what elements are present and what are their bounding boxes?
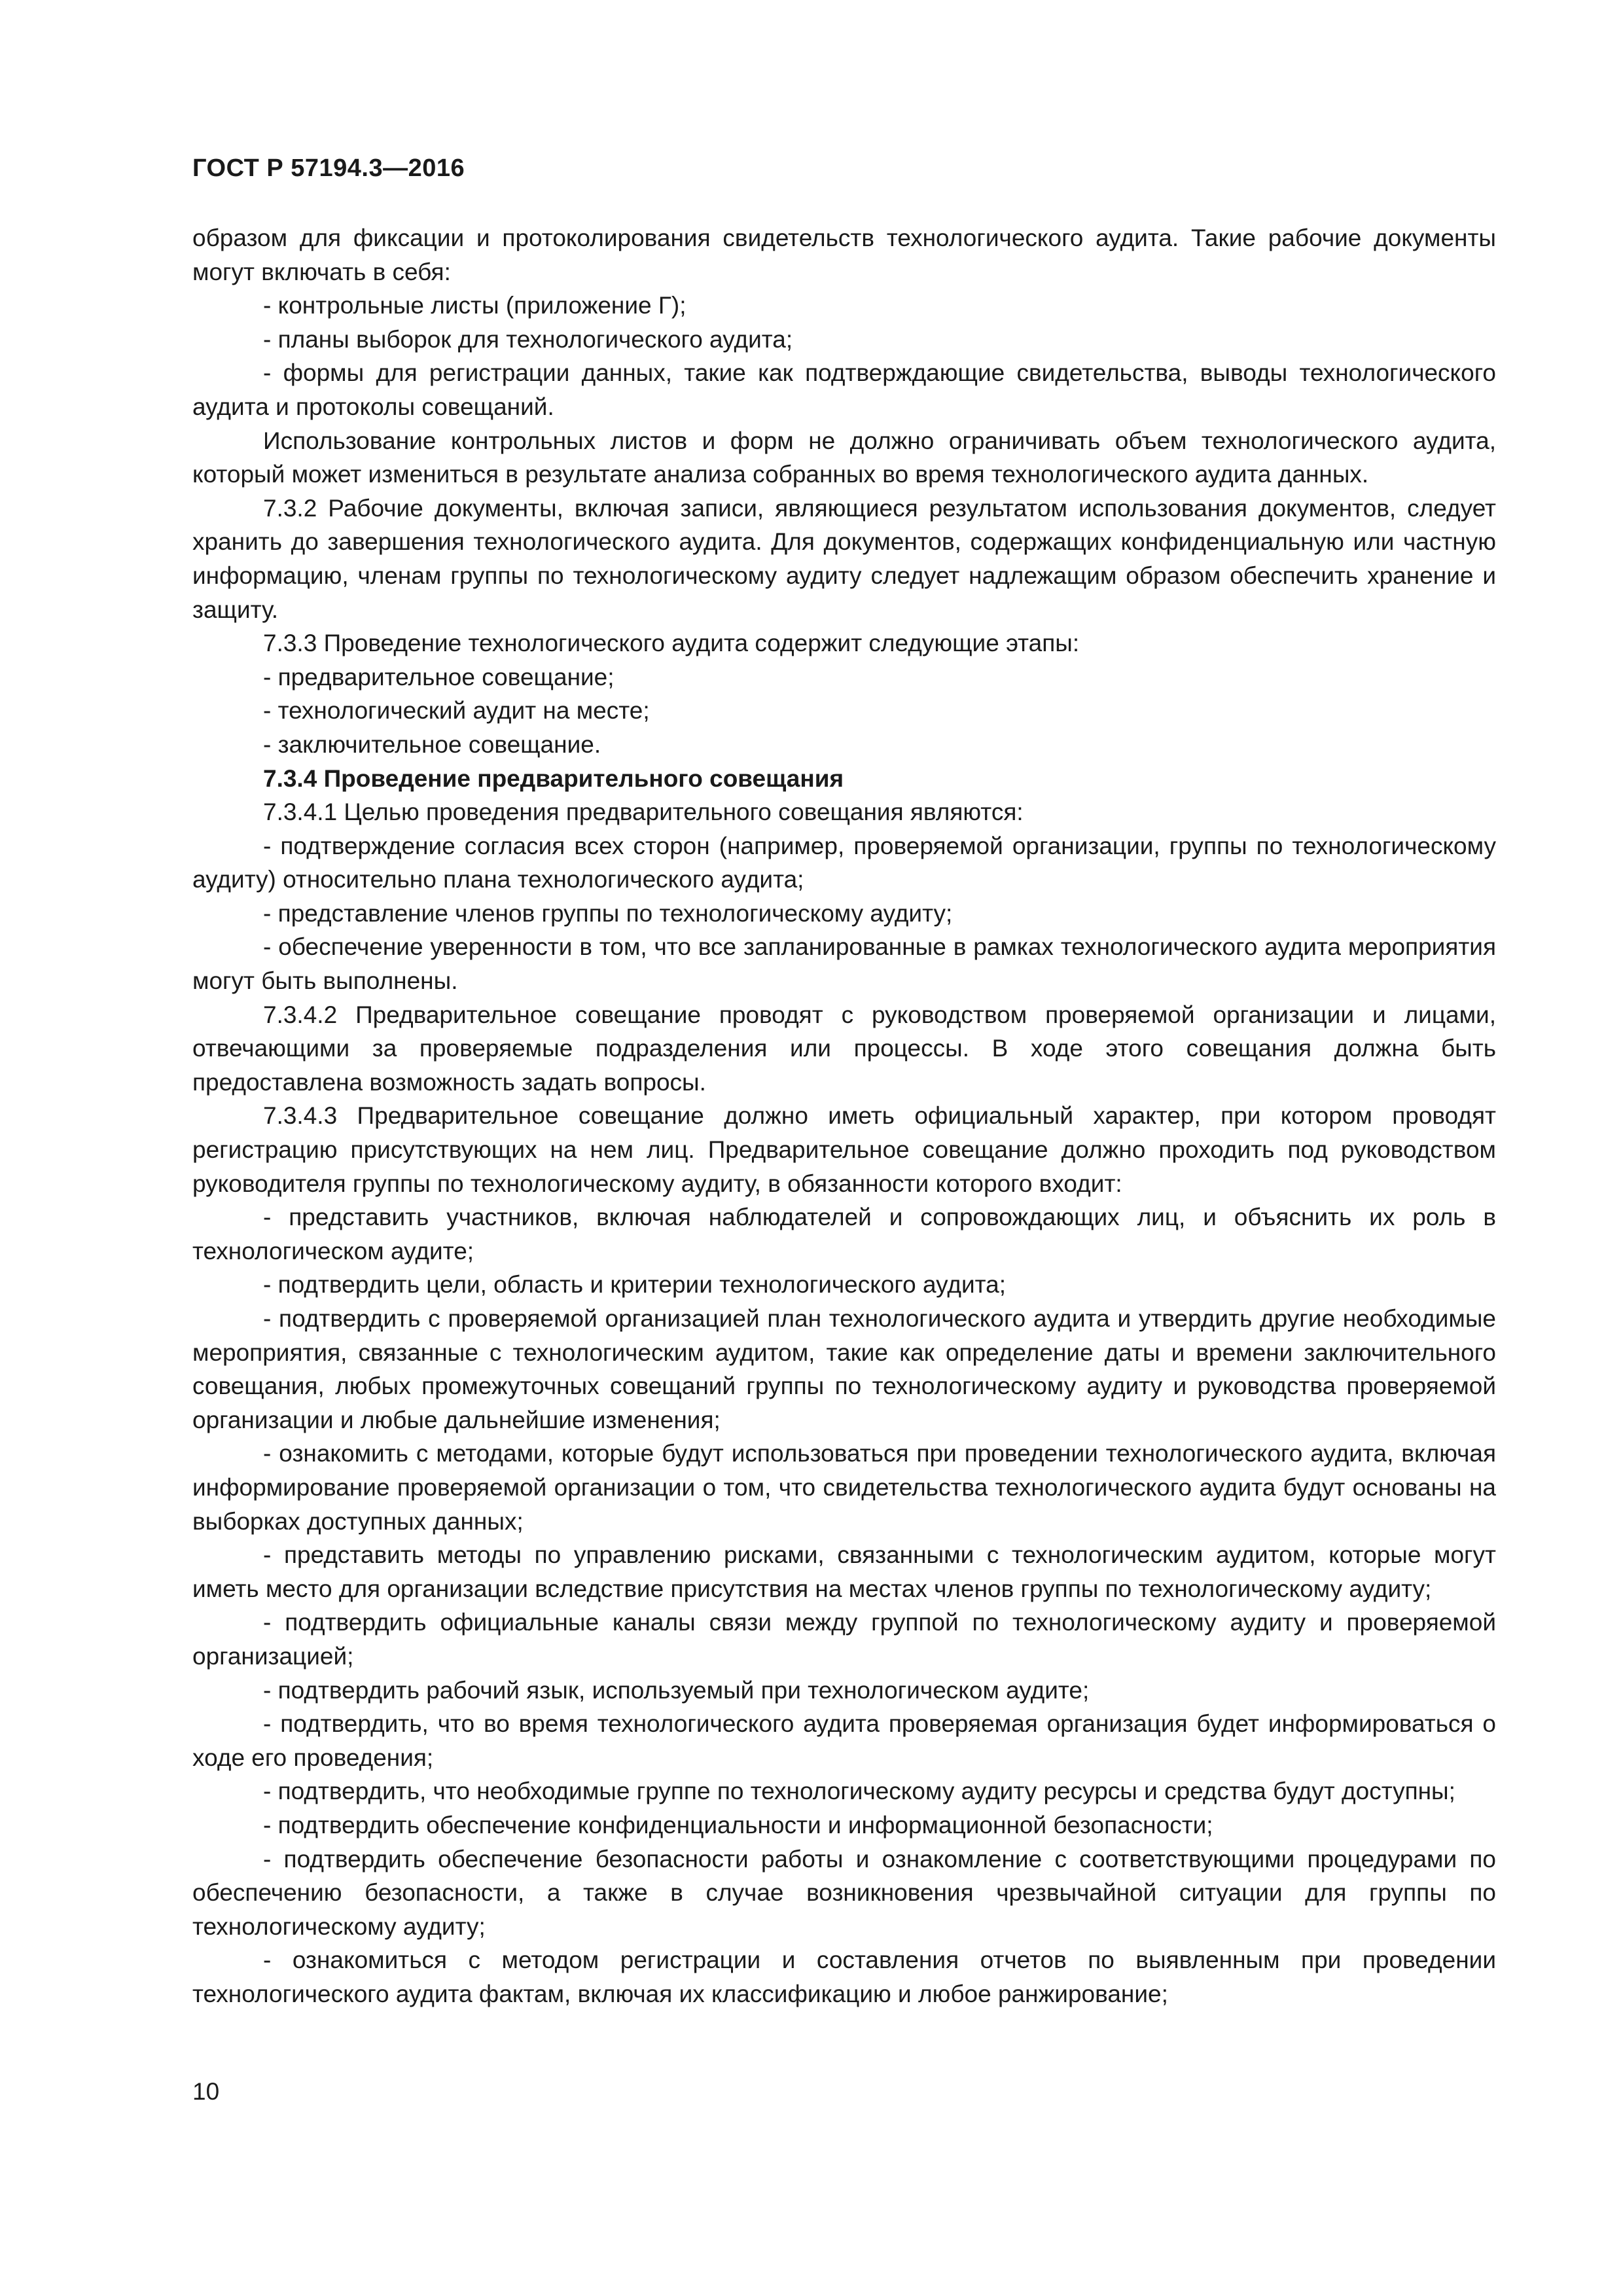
document-header: ГОСТ Р 57194.3—2016 [192,154,465,182]
paragraph: - подтвердить, что во время технологического аудита проверяемая организация будет информироваться о ходе его проведения; [192,1710,1496,1771]
paragraph: - подтвердить обеспечение безопасности работы и ознакомление с соответствующими процедурами по обеспечению безопасности, а также в случае возникновения чрезвычайной ситуации для группы по технологическому аудиту; [192,1845,1496,1940]
paragraph: образом для фиксации и протоколирования свидетельств технологического аудита. Такие рабочие документы могут включать в себя: [192,224,1496,285]
paragraph: - ознакомить с методами, которые будут использоваться при проведении технологического аудита, включая информирование проверяемой организации о том, что свидетельства технологического аудита будут основаны на выборках доступных данных; [192,1440,1496,1535]
paragraph: - представление членов группы по технологическому аудиту; [263,899,953,927]
paragraph: - ознакомиться с методом регистрации и составления отчетов по выявленным при проведении технологического аудита фактам, включая их классификацию и любое ранжирование; [192,1946,1496,2007]
section-heading: 7.3.4 Проведение предварительного совещания [263,764,844,792]
paragraph: - обеспечение уверенности в том, что все запланированные в рамках технологического аудита мероприятия могут быть выполнены. [192,933,1496,995]
paragraph: 7.3.4.3 Предварительное совещание должно иметь официальный характер, при котором проводят регистрацию присутствующих на нем лиц. Предварительное совещание должно проходить под руководством руководителя группы по технологическому аудиту, в обязанности которого входит: [192,1102,1496,1197]
page-number: 10 [192,2078,220,2105]
paragraph: - предварительное совещание; [263,663,615,691]
paragraph: 7.3.4.1 Целью проведения предварительного совещания являются: [263,798,1024,826]
paragraph: - подтверждение согласия всех сторон (например, проверяемой организации, группы по технологическому аудиту) относительно плана технологического аудита; [192,832,1496,893]
paragraph: - подтвердить рабочий язык, используемый при технологическом аудите; [263,1676,1090,1704]
paragraph: - планы выборок для технологического аудита; [263,325,793,353]
paragraph: - подтвердить цели, область и критерии технологического аудита; [263,1271,1007,1299]
paragraph: - представить методы по управлению рисками, связанными с технологическим аудитом, которые могут иметь место для организации вследствие присутствия на местах членов группы по технологическому аудиту; [192,1541,1496,1602]
paragraph: - подтвердить, что необходимые группе по технологическому аудиту ресурсы и средства будут доступны; [263,1778,1455,1805]
paragraph: - подтвердить официальные каналы связи между группой по технологическому аудиту и проверяемой организацией; [192,1609,1496,1670]
paragraph: - подтвердить с проверяемой организацией план технологического аудита и утвердить другие необходимые мероприятия, связанные с технологическим аудитом, такие как определение даты и времени заключительного совещания, любых промежуточных совещаний группы по технологическому аудиту и руководства проверяемой организации и любые дальнейшие изменения; [192,1305,1496,1433]
paragraph: 7.3.3 Проведение технологического аудита содержит следующие этапы: [263,630,1080,657]
paragraph: - заключительное совещание. [263,730,601,758]
paragraph: - контрольные листы (приложение Г); [263,292,687,319]
paragraph: 7.3.2 Рабочие документы, включая записи, являющиеся результатом использования документов, следует хранить до завершения технологического аудита. Для документов, содержащих конфиденциальную или частную информацию, членам группы по технологическому аудиту следует надлежащим образом обеспечить хранение и защиту. [192,494,1496,623]
paragraph: - технологический аудит на месте; [263,697,650,725]
paragraph: Использование контрольных листов и форм не должно ограничивать объем технологического аудита, который может измениться в результате анализа собранных во время технологического аудита данных. [192,427,1496,488]
paragraph: - представить участников, включая наблюдателей и сопровождающих лиц, и объяснить их роль в технологическом аудите; [192,1204,1496,1265]
paragraph: - формы для регистрации данных, такие как подтверждающие свидетельства, выводы технологического аудита и протоколы совещаний. [192,359,1496,420]
paragraph: - подтвердить обеспечение конфиденциальности и информационной безопасности; [263,1811,1213,1839]
document-body [192,221,1496,2011]
paragraph: 7.3.4.2 Предварительное совещание проводят с руководством проверяемой организации и лицами, отвечающими за проверяемые подразделения или процессы. В ходе этого совещания должна быть предоставлена возможность задать вопросы. [192,1001,1496,1096]
